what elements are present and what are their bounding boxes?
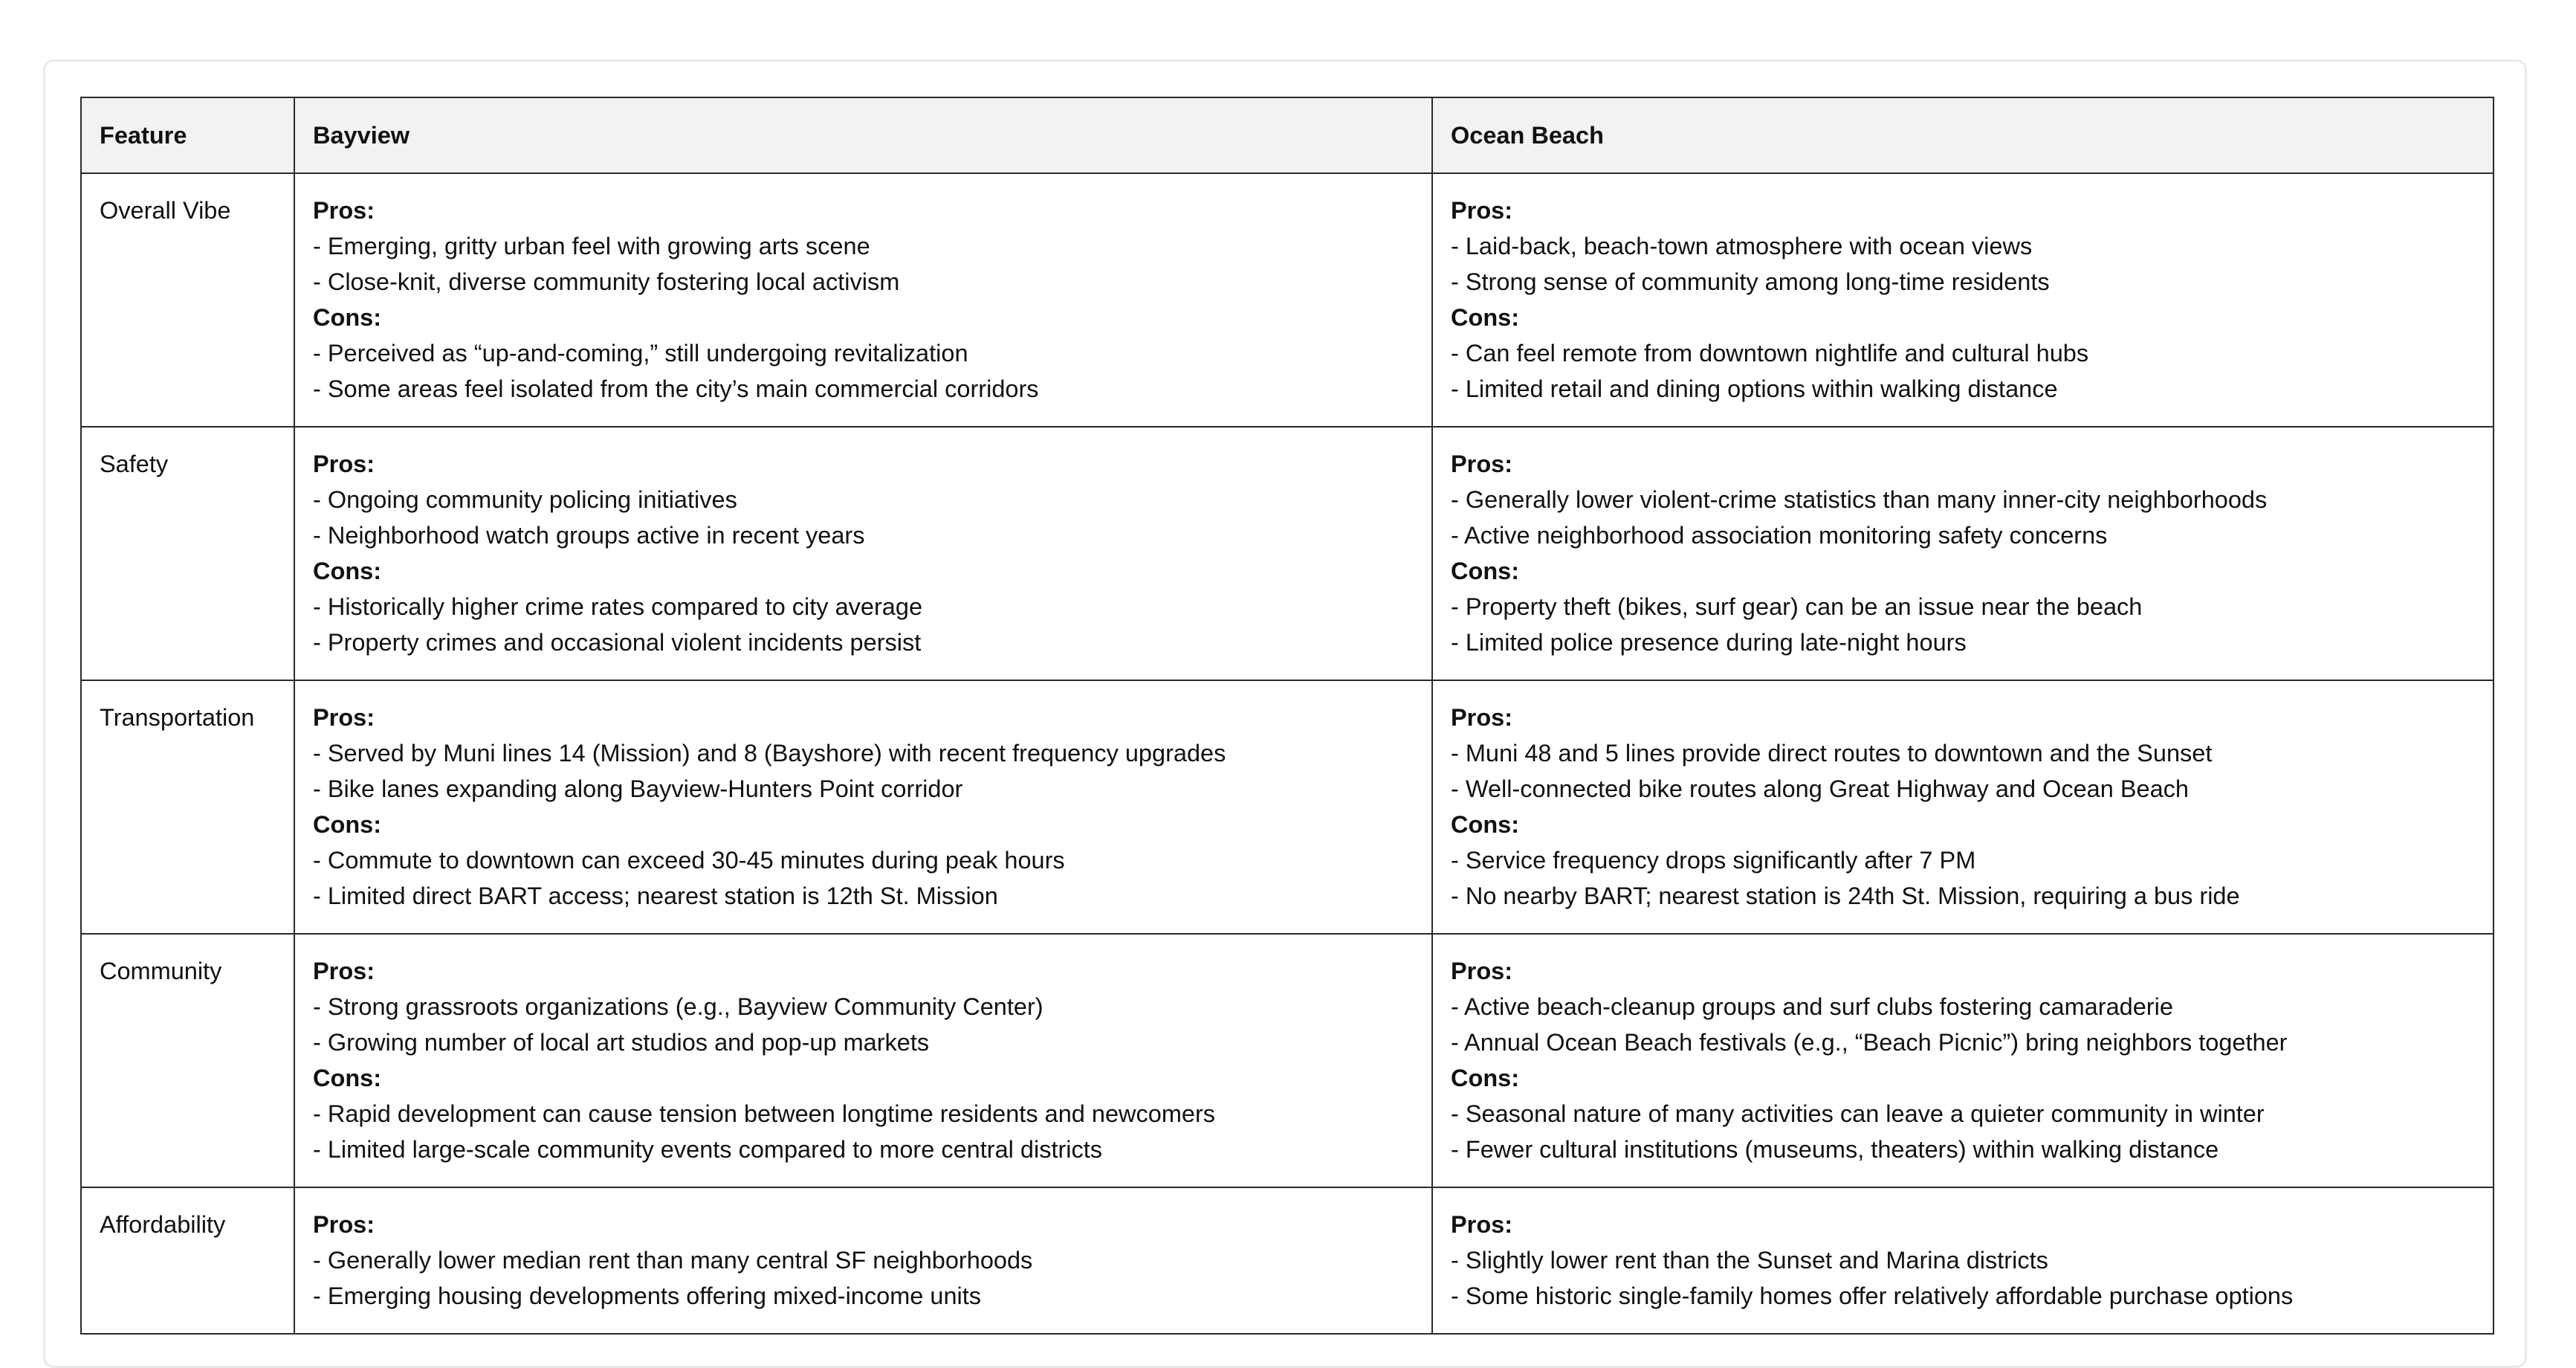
ocean-beach-cell (1432, 173, 2494, 427)
pro-item: - Muni 48 and 5 lines provide direct routes to downtown and the Sunset (1451, 740, 2213, 767)
feature-cell: Affordability (81, 1187, 294, 1334)
cons-label: Cons: (1451, 304, 1520, 331)
con-item: - Rapid development can cause tension between longtime residents and newcomers (313, 1100, 1216, 1127)
con-item: - Historically higher crime rates compared to city average (313, 593, 923, 620)
pros-label: Pros: (1451, 958, 1513, 984)
pro-item: - Active beach-cleanup groups and surf clubs fostering camaraderie (1451, 993, 2173, 1020)
pro-item: - Some historic single-family homes offer relatively affordable purchase options (1451, 1282, 2294, 1309)
pro-item: - Emerging, gritty urban feel with growing arts scene (313, 233, 870, 259)
pros-label: Pros: (1451, 704, 1513, 731)
con-item: - Fewer cultural institutions (museums, theaters) within walking distance (1451, 1136, 2219, 1163)
pro-item: - Ongoing community policing initiatives (313, 486, 737, 513)
pro-item: - Served by Muni lines 14 (Mission) and 8 (Bayshore) with recent frequency upgrades (313, 740, 1226, 767)
pro-item: - Neighborhood watch groups active in recent years (313, 522, 865, 549)
pro-item: - Bike lanes expanding along Bayview-Hunters Point corridor (313, 775, 963, 802)
pro-item: - Slightly lower rent than the Sunset and Marina districts (1451, 1247, 2048, 1274)
bayview-cell (294, 934, 1432, 1187)
ocean-beach-cell (1432, 1187, 2494, 1334)
table-row (81, 427, 2494, 680)
ocean-beach-cell (1432, 427, 2494, 680)
con-item: - Some areas feel isolated from the city’s main commercial corridors (313, 375, 1039, 402)
con-item: - Commute to downtown can exceed 30-45 minutes during peak hours (313, 847, 1065, 874)
ocean-beach-cell (1432, 934, 2494, 1187)
feature-cell: Safety (81, 427, 294, 680)
con-item: - Property theft (bikes, surf gear) can be an issue near the beach (1451, 593, 2143, 620)
cons-label: Cons: (313, 558, 382, 584)
pros-label: Pros: (313, 958, 375, 984)
pros-label: Pros: (1451, 197, 1513, 224)
table-row (81, 934, 2494, 1187)
con-item: - Property crimes and occasional violent incidents persist (313, 629, 922, 656)
ocean-beach-cell (1432, 680, 2494, 934)
bayview-cell (294, 427, 1432, 680)
pros-label: Pros: (313, 451, 375, 477)
cons-label: Cons: (313, 1065, 382, 1091)
table-row (81, 680, 2494, 934)
cons-label: Cons: (1451, 1065, 1520, 1091)
pro-item: - Well-connected bike routes along Great Highway and Ocean Beach (1451, 775, 2190, 802)
con-item: - Can feel remote from downtown nightlife and cultural hubs (1451, 340, 2089, 367)
con-item: - No nearby BART; nearest station is 24th St. Mission, requiring a bus ride (1451, 883, 2240, 909)
cons-label: Cons: (1451, 558, 1520, 584)
pro-item: - Annual Ocean Beach festivals (e.g., “Beach Picnic”) bring neighbors together (1451, 1029, 2288, 1056)
feature-cell: Community (81, 934, 294, 1187)
con-item: - Limited direct BART access; nearest station is 12th St. Mission (313, 883, 998, 909)
con-item: - Limited large-scale community events compared to more central districts (313, 1136, 1103, 1163)
table-row (81, 173, 2494, 427)
pro-item: - Close-knit, diverse community fostering local activism (313, 268, 900, 295)
pro-item: - Generally lower median rent than many central SF neighborhoods (313, 1247, 1033, 1274)
cons-label: Cons: (313, 811, 382, 838)
comparison-table (80, 97, 2494, 1335)
pros-label: Pros: (313, 704, 375, 731)
pro-item: - Growing number of local art studios and pop-up markets (313, 1029, 930, 1056)
pros-label: Pros: (313, 1211, 375, 1238)
bayview-cell (294, 173, 1432, 427)
pro-item: - Strong grassroots organizations (e.g., Bayview Community Center) (313, 993, 1043, 1020)
pro-item: - Strong sense of community among long-time residents (1451, 268, 2050, 295)
pro-item: - Emerging housing developments offering mixed-income units (313, 1282, 982, 1309)
feature-cell: Overall Vibe (81, 173, 294, 427)
cons-label: Cons: (313, 304, 382, 331)
con-item: - Perceived as “up-and-coming,” still undergoing revitalization (313, 340, 968, 367)
document-card (43, 59, 2527, 1368)
cons-label: Cons: (1451, 811, 1520, 838)
pro-item: - Laid-back, beach-town atmosphere with ocean views (1451, 233, 2033, 259)
pros-label: Pros: (1451, 1211, 1513, 1238)
con-item: - Service frequency drops significantly after 7 PM (1451, 847, 1976, 874)
con-item: - Seasonal nature of many activities can leave a quieter community in winter (1451, 1100, 2265, 1127)
header-ocean-beach: Ocean Beach (1432, 97, 2494, 173)
table-row (81, 1187, 2494, 1334)
bayview-cell (294, 680, 1432, 934)
header-feature: Feature (81, 97, 294, 173)
feature-cell: Transportation (81, 680, 294, 934)
con-item: - Limited police presence during late-night hours (1451, 629, 1967, 656)
pro-item: - Generally lower violent-crime statistics than many inner-city neighborhoods (1451, 486, 2268, 513)
header-bayview: Bayview (294, 97, 1432, 173)
con-item: - Limited retail and dining options within walking distance (1451, 375, 2058, 402)
table-header-row (81, 97, 2494, 173)
pros-label: Pros: (1451, 451, 1513, 477)
bayview-cell (294, 1187, 1432, 1334)
pro-item: - Active neighborhood association monitoring safety concerns (1451, 522, 2108, 549)
pros-label: Pros: (313, 197, 375, 224)
